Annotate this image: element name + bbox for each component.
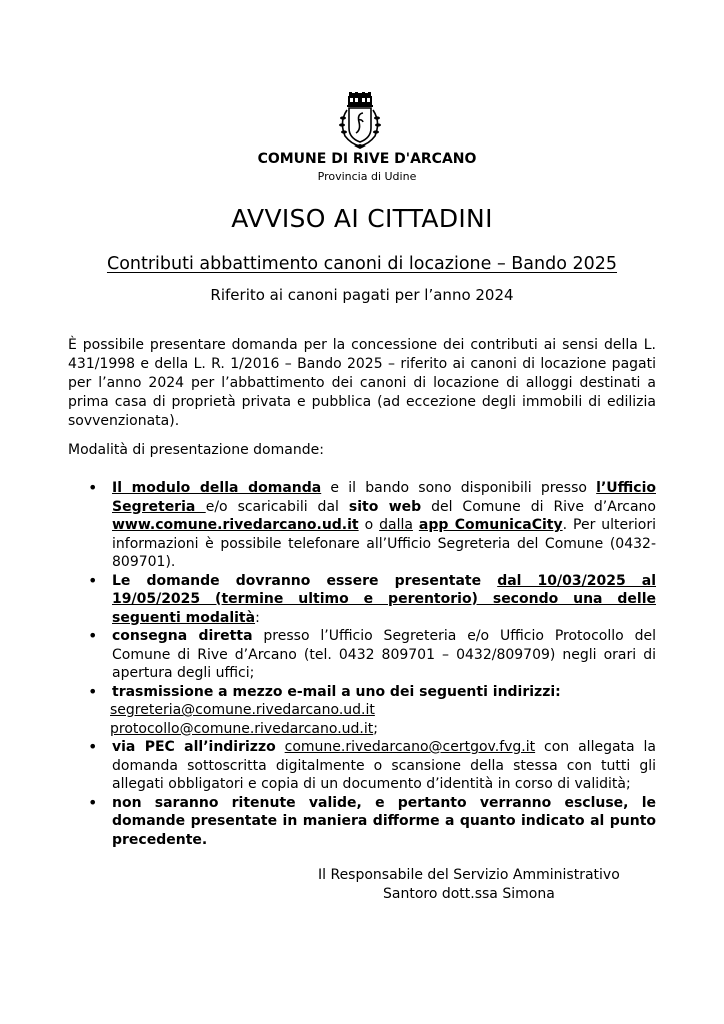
direct-delivery-label: consegna diretta [112, 628, 253, 644]
text-span: e il bando sono disponibili presso [321, 480, 597, 496]
text-span: e/o scaricabili dal [205, 498, 349, 515]
text-span: ; [373, 720, 378, 737]
deadline-dates: dal 10/03/2025 al 19/05/2025 (termine ultimo e perentorio) secondo una delle seguenti modalità [112, 572, 656, 626]
text-span: del Comune di Rive d’Arcano [421, 498, 656, 515]
invalid-submissions-note: non saranno ritenute valide, e pertanto verranno escluse, le domande presentate in maniera difforme a quanto indicato al punto precedente. [112, 794, 656, 848]
signature-block [318, 866, 620, 904]
text-span: presso l’Ufficio Segreteria e/o Ufficio Protocollo del Comune di Rive d’Arcano (tel. 0432 809701 – 0432/809709) negli orari di apertura degli uffici; [112, 628, 656, 681]
list-item [68, 683, 656, 702]
list-item [68, 738, 656, 794]
list-item [68, 627, 656, 683]
signature-name: Santoro dott.ssa Simona [382, 886, 555, 902]
email-method-label: trasmissione a mezzo e-mail a uno dei seguenti indirizzi: [112, 683, 561, 700]
office-segreteria-label: l’Ufficio Segreteria [112, 480, 656, 515]
email-link-protocollo[interactable]: protocollo@comune.rivedarcano.ud.it [110, 720, 374, 737]
text-span [276, 739, 285, 755]
website-link[interactable]: www.comune.rivedarcano.ud.it [112, 517, 359, 533]
municipality-name: COMUNE DI RIVE D'ARCANO [257, 151, 477, 167]
submission-methods-list [68, 479, 656, 849]
text-span: con allegata la domanda sottoscritta digitalmente o scansione della stessa con tutti gli allegati obbligatori e copia di un documento d’identità in corso di validità; [112, 739, 656, 792]
list-item [68, 572, 656, 628]
reference-year-line: Riferito ai canoni pagati per l’anno 2024 [210, 286, 514, 304]
email-address-item [68, 701, 656, 720]
notice-title: AVVISO AI CITTADINI [231, 204, 493, 233]
notice-subtitle [0, 254, 724, 274]
intro-paragraph: È possibile presentare domanda per la concessione dei contributi ai sensi della L. 431/1998 e della L. R. 1/2016 – Bando 2025 – riferito ai canoni di locazione pagati per l’anno 2024 per l’abbattimento dei canoni di locazione di alloggi destinati a prima casa di proprietà privata e pubblica (ad eccezione degli immobili di edilizia sovvenzionata). [68, 337, 656, 429]
website-label: sito web [348, 498, 422, 515]
signature-role: Il Responsabile del Servizio Amministrativo [318, 867, 620, 883]
list-item [68, 794, 656, 850]
pec-method-label: via PEC all’indirizzo [112, 739, 276, 755]
text-span: dalla [379, 517, 413, 533]
text-span: . Per ulteriori informazioni è possibile telefonare all’Ufficio Segreteria del Comune (0432-809701). [112, 517, 656, 570]
app-name-link[interactable]: app ComunicaCity [418, 517, 563, 533]
municipal-crest-icon [336, 92, 384, 150]
list-item [68, 479, 656, 572]
text-span: : [255, 609, 260, 626]
submission-methods-heading: Modalità di presentazione domande: [68, 442, 324, 458]
application-form-label: Il modulo della domanda [112, 480, 322, 496]
deadline-intro: Le domande dovranno essere presentate [112, 572, 498, 589]
province-name: Provincia di Udine [317, 170, 417, 183]
email-address-item [68, 720, 656, 739]
text-span: o [358, 517, 380, 533]
subtitle-text: Contributi abbattimento canoni di locazione – Bando 2025 [106, 254, 618, 274]
email-link-segreteria[interactable]: segreteria@comune.rivedarcano.ud.it [110, 702, 375, 718]
pec-email-link[interactable]: comune.rivedarcano@certgov.fvg.it [284, 739, 536, 755]
